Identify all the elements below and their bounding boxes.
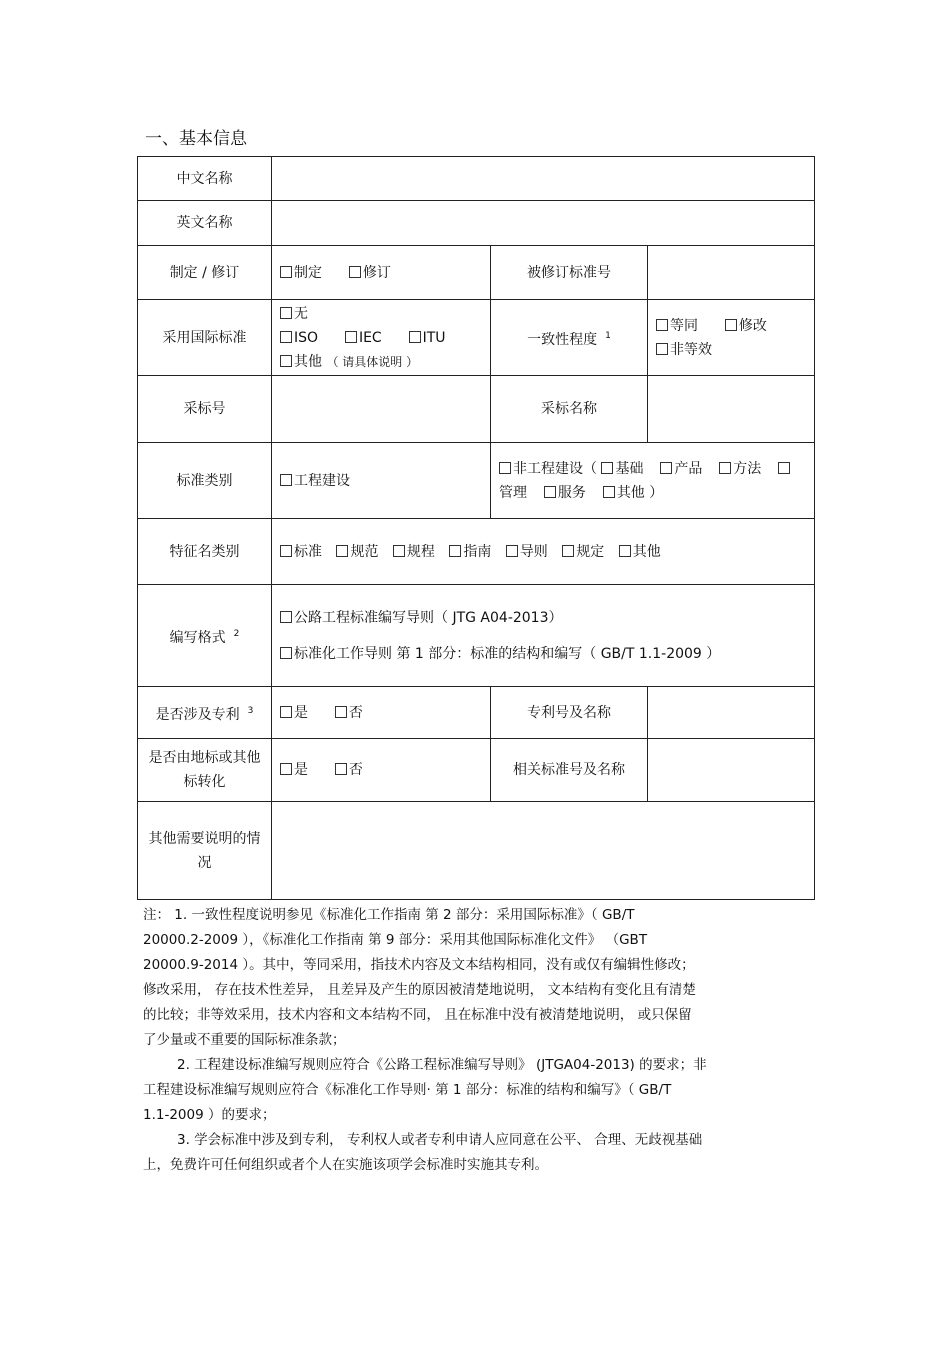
feature-checkbox-2[interactable] (393, 545, 405, 557)
eng-option (272, 443, 491, 519)
note-line: 的比较；非等效采用，技术内容和文本结构不同， 且在标准中没有被清楚地说明， 或只保留 (143, 1007, 692, 1023)
transform-yes-label: 是 (294, 762, 308, 778)
cn-name-label: 中文名称 (138, 157, 272, 201)
adopt-no-input[interactable] (272, 376, 491, 443)
mgmt-option-label: 管理 (499, 484, 527, 501)
note-line: 20000.9-2014 ）。其中，等同采用，指技术内容及文本结构相同，没有或仅有编辑性修改； (143, 957, 695, 973)
row-other (138, 802, 815, 900)
eng-option-label: 工程建设 (294, 472, 350, 489)
feature-option-label: 指南 (463, 543, 492, 560)
note-line: 了少量或不重要的国际标准条款； (143, 1032, 346, 1048)
service-checkbox[interactable] (544, 486, 556, 498)
transform-no-label: 否 (348, 762, 363, 778)
adopt-no-label: 采标号 (138, 376, 272, 443)
note-line: 上，免费许可任何组织或者个人在实施该项学会标准时实施其专利。 (143, 1157, 548, 1173)
feature-option-label: 导则 (519, 543, 548, 560)
iec-checkbox[interactable] (345, 331, 357, 343)
transform-yes-checkbox[interactable] (280, 763, 292, 775)
iso-checkbox[interactable] (280, 331, 292, 343)
transform-options (272, 739, 491, 802)
iso-option-label: ISO (294, 329, 319, 346)
feature-checkbox-5[interactable] (562, 545, 574, 557)
other-notes-input[interactable] (272, 802, 815, 900)
row-category (138, 443, 815, 519)
make-option-label: 制定 (294, 264, 322, 281)
itu-checkbox[interactable] (409, 331, 421, 343)
adopt-name-input[interactable] (648, 376, 815, 443)
other-option-label: 其他 (294, 353, 322, 370)
revised-std-no-input[interactable] (648, 246, 815, 300)
basic-option-label: 基础 (615, 460, 644, 477)
other-notes-label: 其他需要说明的情况 (138, 802, 272, 900)
method-option-label: 方法 (733, 460, 762, 477)
row-en-name (138, 201, 815, 246)
row-adopt (138, 376, 815, 443)
row-format (138, 585, 815, 687)
cn-name-input[interactable] (272, 157, 815, 201)
note-line: 1.1-2009 ）的要求； (143, 1107, 276, 1123)
patent-no-label: 否 (348, 704, 363, 721)
row-transform (138, 739, 815, 802)
feature-option-label: 规程 (406, 543, 435, 560)
note-line: 注： 1. 一致性程度说明参见《标准化工作指南 第 2 部分：采用国际标准》（ GB/T (143, 907, 635, 923)
mod-option-label: 修改 (738, 317, 767, 334)
revise-checkbox[interactable] (349, 266, 361, 278)
non-eng-checkbox[interactable] (499, 462, 511, 474)
note-line: 2. 工程建设标准编写规则应符合《公路工程标准编写导则》 (JTGA04-2013) 的要求；非 (177, 1057, 707, 1073)
patent-yes-label: 是 (294, 704, 308, 721)
footnote-1-marker: 1 (605, 330, 611, 341)
feature-option-label: 规范 (350, 543, 379, 560)
feature-label: 特征名类别 (138, 519, 272, 585)
mod-checkbox[interactable] (725, 319, 737, 331)
feature-checkbox-1[interactable] (336, 545, 348, 557)
en-name-label: 英文名称 (138, 201, 272, 246)
consistency-options (648, 300, 815, 376)
product-checkbox[interactable] (660, 462, 672, 474)
revise-options (272, 246, 491, 300)
patent-no-checkbox[interactable] (335, 706, 347, 718)
patent-label-text: 是否涉及专利 (155, 706, 240, 723)
cat-other-checkbox[interactable] (603, 486, 615, 498)
note-line: 修改采用， 存在技术性差异， 且差异及产生的原因被清楚地说明， 文本结构有变化且有清楚 (143, 982, 696, 998)
basic-info-table (137, 156, 815, 900)
consistency-label (491, 300, 648, 376)
format-gbt-label: 标准化工作导则 第 1 部分：标准的结构和编写（ GB/T 1.1-2009 ） (294, 645, 721, 662)
en-name-input[interactable] (272, 201, 815, 246)
category-suffix: ） (649, 484, 664, 501)
feature-option-label: 其他 (632, 543, 661, 560)
feature-option-label: 规定 (576, 543, 605, 560)
none-option-label: 无 (294, 305, 308, 322)
format-options (272, 585, 815, 687)
idt-option-label: 等同 (670, 317, 698, 334)
footnote-3-marker: 3 (247, 705, 254, 716)
intl-options (272, 300, 491, 376)
transform-label: 是否由地标或其他标转化 (138, 739, 272, 802)
section-title: 一、基本信息 (145, 129, 247, 149)
adopt-name-label: 采标名称 (491, 376, 648, 443)
idt-checkbox[interactable] (656, 319, 668, 331)
feature-option-label: 标准 (294, 543, 322, 560)
consistency-label-text: 一致性程度 (527, 331, 598, 348)
non-eng-options (491, 443, 815, 519)
footnote-2-marker: 2 (233, 628, 240, 639)
method-checkbox[interactable] (719, 462, 731, 474)
eng-checkbox[interactable] (280, 474, 292, 486)
note-line: 3. 学会标准中涉及到专利， 专利权人或者专利申请人应同意在公平、 合理、无歧视基础 (177, 1132, 703, 1148)
revise-option-label: 修订 (362, 264, 391, 281)
none-checkbox[interactable] (280, 307, 292, 319)
format-highway-checkbox[interactable] (280, 611, 292, 623)
revise-label: 制定 / 修订 (138, 246, 272, 300)
transform-no-checkbox[interactable] (335, 763, 347, 775)
row-revise (138, 246, 815, 300)
patent-no-name-input[interactable] (648, 687, 815, 739)
row-intl (138, 300, 815, 376)
patent-options (272, 687, 491, 739)
patent-yes-checkbox[interactable] (280, 706, 292, 718)
feature-checkbox-6[interactable] (619, 545, 631, 557)
row-cn-name (138, 157, 815, 201)
non-eng-option-label: 非工程建设（ (513, 460, 597, 477)
product-option-label: 产品 (674, 460, 703, 477)
footnotes (143, 903, 815, 1178)
format-gbt-checkbox[interactable] (280, 647, 292, 659)
row-patent (138, 687, 815, 739)
related-std-label: 相关标准号及名称 (491, 739, 648, 802)
format-label (138, 585, 272, 687)
feature-checkbox-3[interactable] (449, 545, 461, 557)
row-feature (138, 519, 815, 585)
feature-checkbox-0[interactable] (280, 545, 292, 557)
make-checkbox[interactable] (280, 266, 292, 278)
feature-checkbox-4[interactable] (506, 545, 518, 557)
mgmt-checkbox[interactable] (778, 462, 790, 474)
iec-option-label: IEC (358, 329, 382, 346)
intl-label: 采用国际标准 (138, 300, 272, 376)
format-label-text: 编写格式 (169, 629, 226, 646)
format-highway-label: 公路工程标准编写导则（ JTG A04-2013） (294, 609, 563, 626)
other-note: （ 请具体说明 ） (326, 354, 419, 369)
neq-checkbox[interactable] (656, 343, 668, 355)
other-checkbox[interactable] (280, 355, 292, 367)
feature-options (272, 519, 815, 585)
patent-label (138, 687, 272, 739)
itu-option-label: ITU (422, 329, 446, 346)
patent-no-name-label: 专利号及名称 (491, 687, 648, 739)
service-option-label: 服务 (557, 484, 586, 501)
note-line: 20000.2-2009 ），《标准化工作指南 第 9 部分：采用其他国际标准化文件》 （GBT (143, 932, 648, 948)
neq-option-label: 非等效 (670, 341, 712, 358)
basic-checkbox[interactable] (601, 462, 613, 474)
related-std-input[interactable] (648, 739, 815, 802)
category-label: 标准类别 (138, 443, 272, 519)
revised-std-no-label: 被修订标准号 (491, 246, 648, 300)
cat-other-option-label: 其他 (616, 484, 645, 501)
note-line: 工程建设标准编写规则应符合《标准化工作导则· 第 1 部分：标准的结构和编写》（ GB/T (143, 1082, 672, 1098)
